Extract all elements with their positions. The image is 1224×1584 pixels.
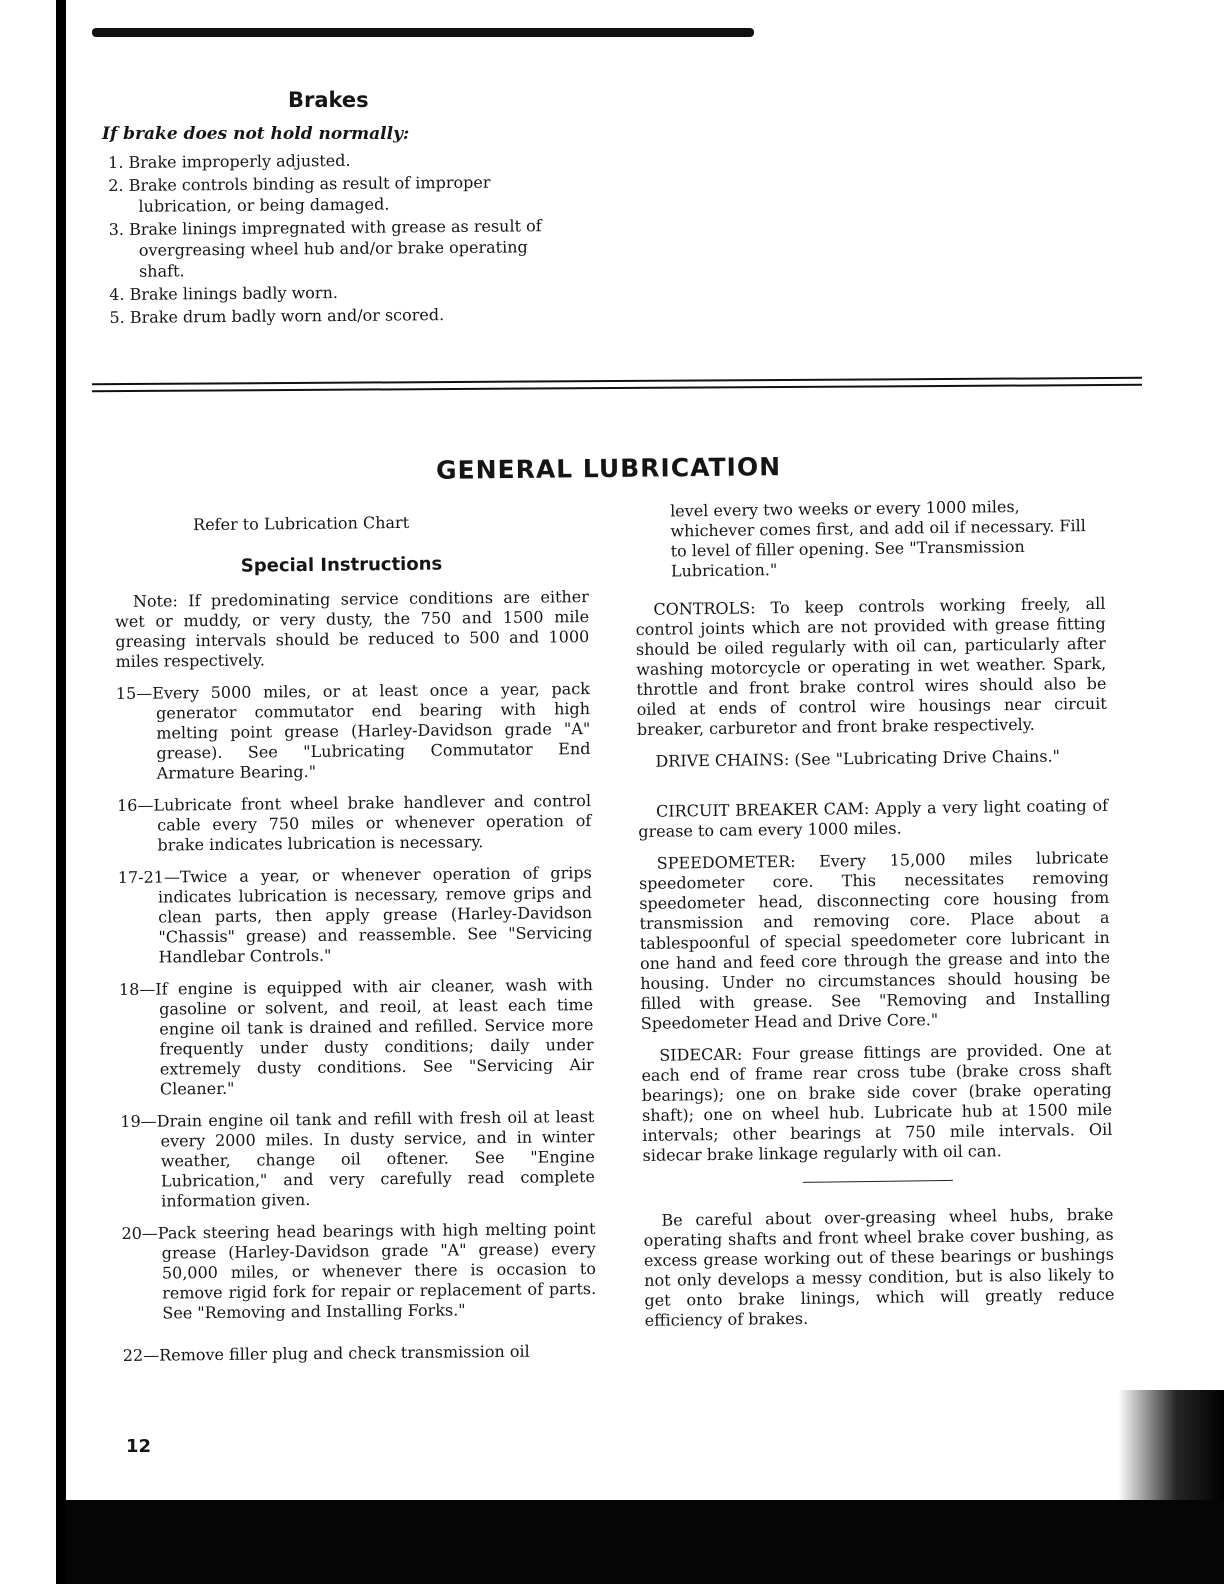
- list-item: 5. Brake drum badly worn and/or scored.: [109, 305, 445, 327]
- brakes-heading: Brakes: [288, 88, 369, 112]
- caution-paragraph: Be careful about over-greasing wheel hubs, brake operating shafts and front wheel brake cover bushing, as excess grease working out of these bearings or bushings not only develops a messy condition, but is also likely to get onto brake linings, which will greatly reduce efficiency of brakes.: [643, 1204, 1115, 1330]
- lubrication-heading: GENERAL LUBRICATION: [435, 452, 782, 485]
- left-column: [114, 511, 597, 1378]
- list-item: 18—If engine is equipped with air cleaner, wash with gasoline or solvent, and reoil, at least each time engine oil tank is drained and refilled. Service more frequently under dusty conditions; daily under extremely dusty conditions. See "Servicing Air Cleaner.": [118, 975, 594, 1099]
- item22-continuation: level every two weeks or every 1000 miles, whichever comes first, and add oil if necessary. Fill to level of filler opening. See "Transmission Lubrication.": [669, 496, 1086, 581]
- list-item: 15—Every 5000 miles, or at least once a year, pack generator commutator end bearing with high melting point grease (Harley-Davidson grade "A" grease). See "Lubricating Commutator End Armature Bearing.": [115, 679, 591, 783]
- refer-line: Refer to Lubrication Chart: [193, 512, 410, 535]
- list-item: 2. Brake controls binding as result of improper lubrication, or being damaged.: [108, 172, 491, 216]
- drive-chains-paragraph: DRIVE CHAINS: (See "Lubricating Drive Chains.": [655, 746, 1061, 771]
- top-rule: [92, 28, 754, 37]
- page-left-edge: [56, 0, 66, 1584]
- list-item: 16—Lubricate front wheel brake handlever and control cable every 750 miles or whenever operation of brake indicates lubrication is necessary.: [116, 791, 592, 855]
- page-shadow: [1118, 1390, 1224, 1505]
- bottom-band: [66, 1500, 1224, 1584]
- list-item: 19—Drain engine oil tank and refill with fresh oil at least every 2000 miles. In dusty service, and in winter weather, change oil oftener. See "Engine Lubrication," and very carefully read complete information given.: [120, 1107, 596, 1211]
- section-divider: [92, 377, 1142, 392]
- list-item: 4. Brake linings badly worn.: [109, 282, 339, 304]
- circuit-breaker-paragraph: CIRCUIT BREAKER CAM: Apply a very light coating of grease to cam every 1000 miles.: [638, 795, 1109, 841]
- short-divider: [803, 1180, 953, 1183]
- list-item: 20—Pack steering head bearings with high melting point grease (Harley-Davidson grade "A" grease) every 50,000 miles, or whenever there is occasion to remove rigid fork for repair or replacement of parts. See "Removing and Installing Forks.": [121, 1218, 597, 1323]
- brakes-list: [108, 148, 570, 330]
- list-item: 3. Brake linings impregnated with grease as result of overgreasing wheel hub and/or brake operating shaft.: [108, 216, 542, 281]
- list-item: 1. Brake improperly adjusted.: [108, 150, 351, 172]
- right-column: [634, 496, 1115, 1343]
- sidecar-paragraph: SIDECAR: Four grease fittings are provided. One at each end of frame rear cross tube (brake cross shaft bearings); one on brake side cover (brake operating shaft); one on wheel hub. Lubricate hub at 1500 mile intervals; other bearings at 750 mile intervals. Oil sidecar brake linkage regularly with oil can.: [641, 1039, 1113, 1165]
- controls-paragraph: CONTROLS: To keep controls working freely, all control joints which are not provided with grease fitting should be oiled regularly with oil can, particularly after washing motorcycle or operating in wet weather. Spark, throttle and front brake control wires should also be oiled at ends of control wire housings near circuit breaker, carburetor and front brake respectively.: [635, 593, 1107, 739]
- note-paragraph: Note: If predominating service conditions are either wet or muddy, or very dusty, the 750 and 1500 mile greasing intervals should be reduced to 500 and 1000 miles respectively.: [115, 587, 590, 671]
- special-instructions-heading: Special Instructions: [240, 553, 443, 577]
- page-number: 12: [126, 1436, 152, 1457]
- brakes-condition: If brake does not hold normally:: [102, 124, 410, 144]
- speedometer-paragraph: SPEEDOMETER: Every 15,000 miles lubricate speedometer core. This necessitates removing speedometer head, disconnecting core housing from transmission and removing core. Place about a tablespoonful of special speedometer core lubricant in one hand and feed core through the grease and into the housing. Under no circumstances should housing be filled with grease. See "Removing and Installing Speedometer Head and Drive Core.": [638, 847, 1111, 1033]
- list-item: 22—Remove filler plug and check transmission oil: [122, 1341, 530, 1365]
- list-item: 17-21—Twice a year, or whenever operation of grips indicates lubrication is necessary, remove grips and clean parts, then apply grease (Harley-Davidson "Chassis" grease) and reassemble. See "Servicing Handlebar Controls.": [117, 863, 593, 967]
